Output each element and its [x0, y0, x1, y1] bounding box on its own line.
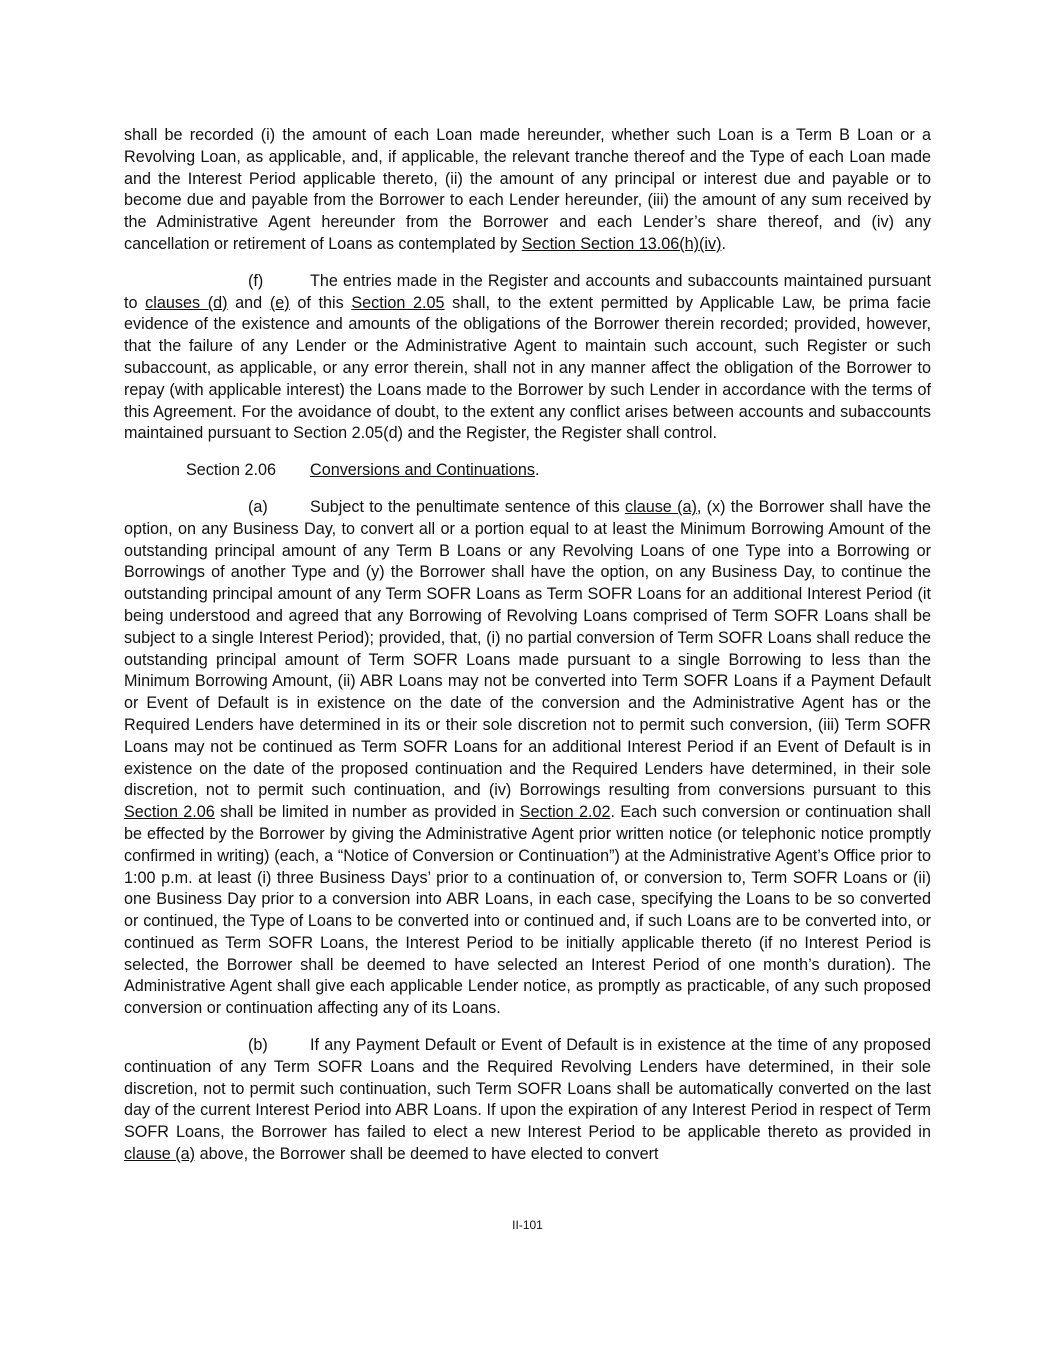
paragraph-a [124, 497, 931, 1020]
paragraph-text: If any Payment Default or Event of Default is in existence at the time of any proposed continuation of any Term SOFR Loans and the Required Revolving Lenders have determined, in their sole discretion, not to permit such continuation, such Term SOFR Loans shall be automatically converted on the last day of the current Interest Period into ABR Loans. If upon the expiration of any Interest Period in respect of Term SOFR Loans, the Borrower has failed to elect a new Interest Period to be applicable thereto as provided in [124, 1036, 931, 1142]
section-punct: . [534, 461, 540, 480]
clause-label: (a) [248, 497, 268, 516]
paragraph-b [124, 1035, 931, 1166]
paragraph-text: . [721, 234, 726, 253]
paragraph-text: shall be limited in number as provided in [214, 803, 520, 822]
section-title: Conversions and Continuations [310, 461, 535, 480]
paragraph-text: The entries made in the Register and accounts and subaccounts maintained pursuant to [124, 271, 931, 312]
clause-label: (b) [248, 1036, 268, 1055]
clause-label: (f) [248, 271, 264, 290]
paragraph-text: . Each such conversion or continuation shall be effected by the Borrower by giving the Administrative Agent prior written notice (or telephonic notice promptly confirmed in writing) (each, a “Notice of Conversion or Continuation”) at the Administrative Agent’s Office prior to 1:00 p.m. at least (i) three Business Days’ prior to a continuation of, or conversion to, Term SOFR Loans or (ii) one Business Day prior to a conversion into ABR Loans, in each case, specifying the Loans to be so converted or continued, the Type of Loans to be converted into or continued and, if such Loans are to be converted into, or continued as Term SOFR Loans, the Interest Period to be initially applicable thereto (if no Interest Period is selected, the Borrower shall be deemed to have selected an Interest Period of one month’s duration). The Administrative Agent shall give each applicable Lender notice, as promptly as practicable, of any such proposed conversion or continuation affecting any of its Loans. [124, 803, 931, 1018]
section-number: Section 2.06 [186, 461, 276, 480]
section-heading [124, 460, 931, 482]
cross-reference: Section 2.02 [519, 803, 611, 822]
paragraph-text: above, the Borrower shall be deemed to have elected to convert [195, 1145, 659, 1164]
document-page [124, 125, 931, 1166]
paragraph-text: of this [289, 293, 352, 312]
paragraph-text: shall, to the extent permitted by Applicable Law, be prima facie evidence of the existence and amounts of the obligations of the Borrower therein recorded; provided, however, that the failure of any Lender or the Administrative Agent to maintain such account, such Register or such subaccount, as applicable, or any error therein, shall not in any manner affect the obligation of the Borrower to repay (with applicable interest) the Loans made to the Borrower by such Lender in accordance with the terms of this Agreement. For the avoidance of doubt, to the extent any conflict arises between accounts and subaccounts maintained pursuant to Section 2.05(d) and the Register, the Register shall control. [124, 293, 932, 443]
page-number: II-101 [512, 1218, 543, 1232]
cross-reference: Section Section 13.06(h)(iv) [521, 234, 722, 253]
cross-reference: Section 2.05 [351, 293, 445, 312]
paragraph-text: shall be recorded (i) the amount of each Loan made hereunder, whether such Loan is a Term B Loan or a Revolving Loan, as applicable, and, if applicable, the relevant tranche thereof and the Type of each Loan made and the Interest Period applicable thereto, (ii) the amount of any principal or interest due and payable or to become due and payable from the Borrower to each Lender hereunder, (iii) the amount of any sum received by the Administrative Agent hereunder from the Borrower and each Lender’s share thereof, and (iv) any cancellation or retirement of Loans as contemplated by [124, 126, 931, 253]
paragraph-f [124, 271, 931, 445]
cross-reference: clauses (d) [145, 293, 228, 312]
paragraph-text: , (x) the Borrower shall have the option, on any Business Day, to convert all or a portion equal to at least the Minimum Borrowing Amount of the outstanding principal amount of any Term B Loans or any Revolving Loans of one Type into a Borrowing or Borrowings of another Type and (y) the Borrower shall have the option, on any Business Day, to continue the outstanding principal amount of any Term SOFR Loans as Term SOFR Loans for an additional Interest Period (it being understood and agreed that any Borrowing of Revolving Loans comprised of Term SOFR Loans shall be subject to a single Interest Period); provided, that, (i) no partial conversion of Term SOFR Loans shall reduce the outstanding principal amount of Term SOFR Loans made pursuant to a single Borrowing to less than the Minimum Borrowing Amount, (ii) ABR Loans may not be converted into Term SOFR Loans if a Payment Default or Event of Default is in existence on the date of the conversion and the Administrative Agent has or the Required Lenders have determined in its or their sole discretion not to permit such conversion, (iii) Term SOFR Loans may not be continued as Term SOFR Loans for an additional Interest Period if an Event of Default is in existence on the date of the proposed continuation and the Required Lenders have determined, in their sole discretion, not to permit such continuation, and (iv) Borrowings resulting from conversions pursuant to this [124, 497, 931, 800]
paragraph-text: and [227, 293, 270, 312]
paragraph-text: Subject to the penultimate sentence of this [310, 497, 626, 516]
cross-reference: (e) [269, 293, 290, 312]
cross-reference: Section 2.06 [124, 803, 215, 822]
cross-reference: clause (a) [124, 1145, 196, 1164]
cross-reference: clause (a) [625, 497, 697, 516]
paragraph-continuation [124, 125, 931, 256]
